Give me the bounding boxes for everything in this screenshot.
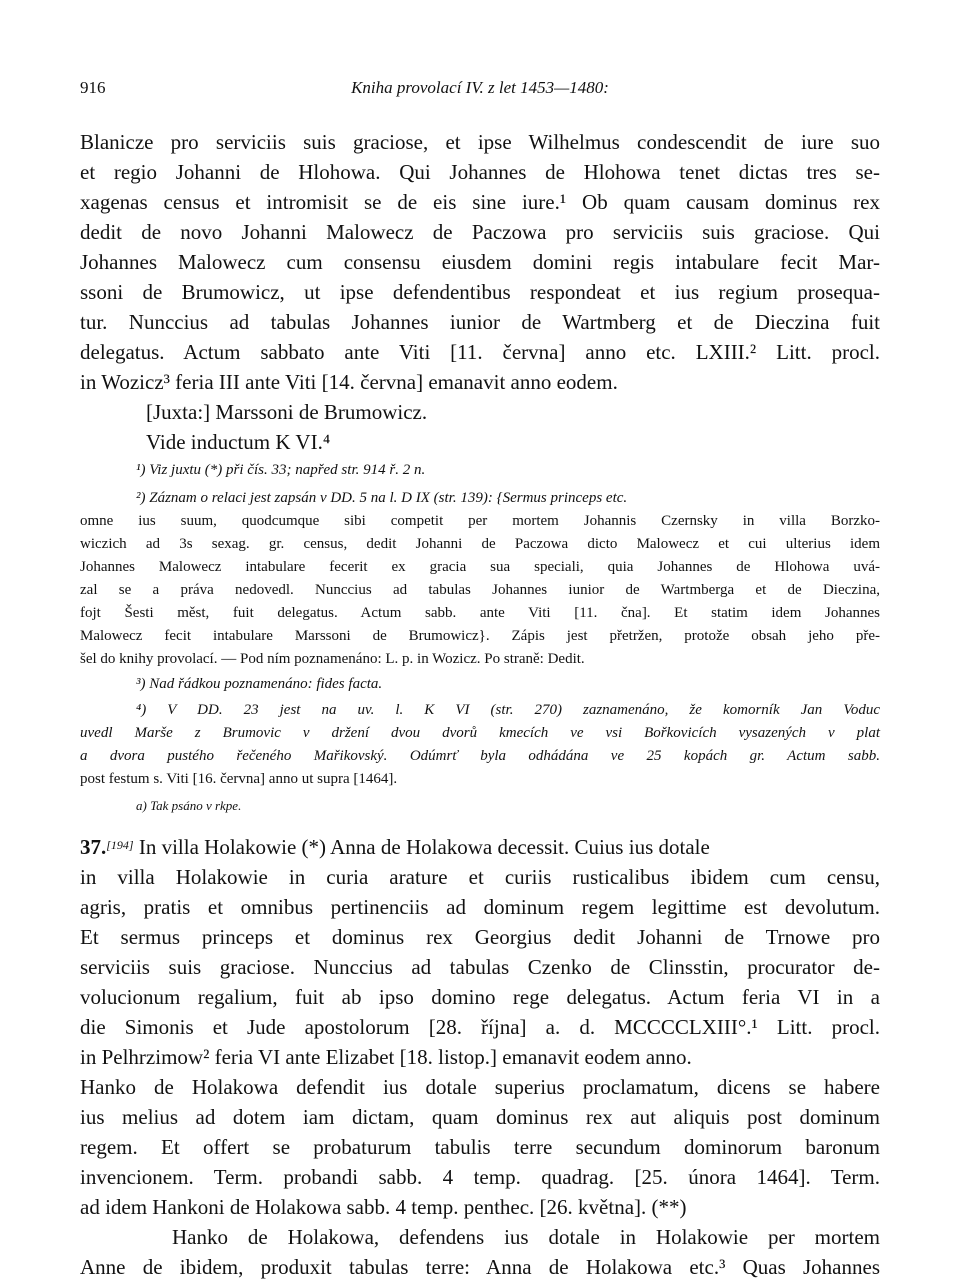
footnote-2: ²) Záznam o relaci jest zapsán v DD. 5 na l. D IX (str. 139): {Sermus princeps etc. <box>136 490 628 506</box>
entry-first-line <box>80 835 880 860</box>
body-line: Blanicze pro serviciis suis graciose, et ipse Wilhelmus condescendit de iure suo <box>80 130 880 154</box>
footnote-1: ¹) Viz juxtu (*) při čís. 33; napřed str. 914 ř. 2 n. <box>136 462 426 478</box>
body-line: delegatus. Actum sabbato ante Viti [11. června] anno etc. LXIII.² Litt. procl. <box>80 340 880 364</box>
entry-line: in Pelhrzimow² feria VI ante Elizabet [18. listop.] emanavit eodem anno. <box>80 1045 692 1069</box>
body-line: xagenas census et intromisit se de eis sine iure.¹ Ob quam causam dominus rex <box>80 190 880 214</box>
entry-line: agris, pratis et omnibus pertinenciis ad dominum regem legittime est devolutum. <box>80 895 880 919</box>
footnote-line: wiczich ad 3s sexag. gr. census, dedit Johanni de Paczowa dicto Malowecz et cui ulterius idem <box>80 536 880 552</box>
footnote-4: ⁴) V DD. 23 jest na uv. l. K VI (str. 270) zaznamenáno, že komorník Jan Voduc <box>136 702 880 718</box>
footnote-3: ³) Nad řádkou poznamenáno: fides facta. <box>136 676 383 692</box>
footnote-a: a) Tak psáno v rkpe. <box>136 798 242 813</box>
entry-line: Anne de ibidem, produxit tabulas terre: Anna de Holakowa etc.³ Quas Johannes <box>80 1255 880 1279</box>
entry-line: ius melius ad dotem iam dictam, quam dominus rex aut aliquis post dominum <box>80 1105 880 1129</box>
inductum-line: Vide inductum K VI.⁴ <box>146 430 331 454</box>
footnote-line: omne ius suum, quodcumque sibi competit per mortem Johannis Czernsky in villa Borzko- <box>80 513 880 529</box>
entry-line: die Simonis et Jude apostolorum [28. října] a. d. MCCCCLXIII°.¹ Litt. procl. <box>80 1015 880 1039</box>
footnote-line: fojt Šesti měst, fuit delegatus. Actum sabb. ante Viti [11. čna]. Et statim idem Johannes <box>80 605 880 621</box>
footnote-line: zal se a práva nedovedl. Nunccius ad tabulas Johannes iunior de Wartmberga et de Dieczina, <box>80 582 880 598</box>
entry-line: in villa Holakowie in curia arature et curiis rusticalibus ibidem cum censu, <box>80 865 880 889</box>
footnote-line: uvedl Marše z Brumovic v držení dvou dvorů kmecích ve vsi Bořkovicích vysazených v plat <box>80 725 880 741</box>
footnote-line: Malowecz fecit intabulare Marssoni de Brumowicz}. Zápis jest přetržen, protože obsah jeho pře- <box>80 628 880 644</box>
page-number: 916 <box>80 78 106 97</box>
footnote-line: a dvora pustého řečeného Mařikovský. Odúmrť byla odhádána ve 25 kopách gr. Actum sabb. <box>80 748 880 764</box>
entry-number: 37. <box>80 835 107 859</box>
entry-line: volucionum regalium, fuit ab ipso domino rege delegatus. Actum feria VI in a <box>80 985 880 1009</box>
entry-line: ad idem Hankoni de Holakowa sabb. 4 temp. penthec. [26. května]. (**) <box>80 1195 687 1219</box>
page-header <box>80 78 880 110</box>
body-line: Johannes Malowecz cum consensu eiusdem domini regis intabulare fecit Mar- <box>80 250 880 274</box>
footnote-line: Johannes Malowecz intabulare fecerit ex gracia sua speciali, quia Johannes de Hlohowa uvá- <box>80 559 880 575</box>
footnote-line: post festum s. Viti [16. června] anno ut supra [1464]. <box>80 771 398 787</box>
body-line: dedit de novo Johanni Malowecz de Paczowa pro serviciis suis graciose. Qui <box>80 220 880 244</box>
body-line: et regio Johanni de Hlohowa. Qui Johannes de Hlohowa tenet dictas tres se- <box>80 160 880 184</box>
entry-line: Hanko de Holakowa, defendens ius dotale in Holakowie per mortem <box>172 1225 880 1249</box>
body-line: tur. Nunccius ad tabulas Johannes iunior de Wartmberg et de Dieczina fuit <box>80 310 880 334</box>
entry-line: serviciis suis graciose. Nunccius ad tabulas Czenko de Clinsstin, procurator de- <box>80 955 880 979</box>
body-line: ssoni de Brumowicz, ut ipse defendentibus respondeat et ius regium prosequa- <box>80 280 880 304</box>
folio-marker: [194] <box>106 838 134 853</box>
entry-line: regem. Et offert se probaturum tabulis terre secundum dominorum baronum <box>80 1135 880 1159</box>
body-line: in Wozicz³ feria III ante Viti [14. června] emanavit anno eodem. <box>80 370 618 394</box>
entry-line: Hanko de Holakowa defendit ius dotale superius proclamatum, dicens se habere <box>80 1075 880 1099</box>
footnote-line: šel do knihy provolací. — Pod ním poznamenáno: L. p. in Wozicz. Po straně: Dedit. <box>80 651 585 667</box>
entry-line: In villa Holakowie (*) Anna de Holakowa decessit. Cuius ius dotale <box>138 835 710 859</box>
running-title: Kniha provolací IV. z let 1453—1480: <box>351 78 609 97</box>
entry-line: invencionem. Term. probandi sabb. 4 temp. quadrag. [25. února 1464]. Term. <box>80 1165 880 1189</box>
entry-line: Et sermus princeps et dominus rex Georgius dedit Johanni de Trnowe pro <box>80 925 880 949</box>
juxta-line: [Juxta:] Marssoni de Brumowicz. <box>146 400 428 424</box>
